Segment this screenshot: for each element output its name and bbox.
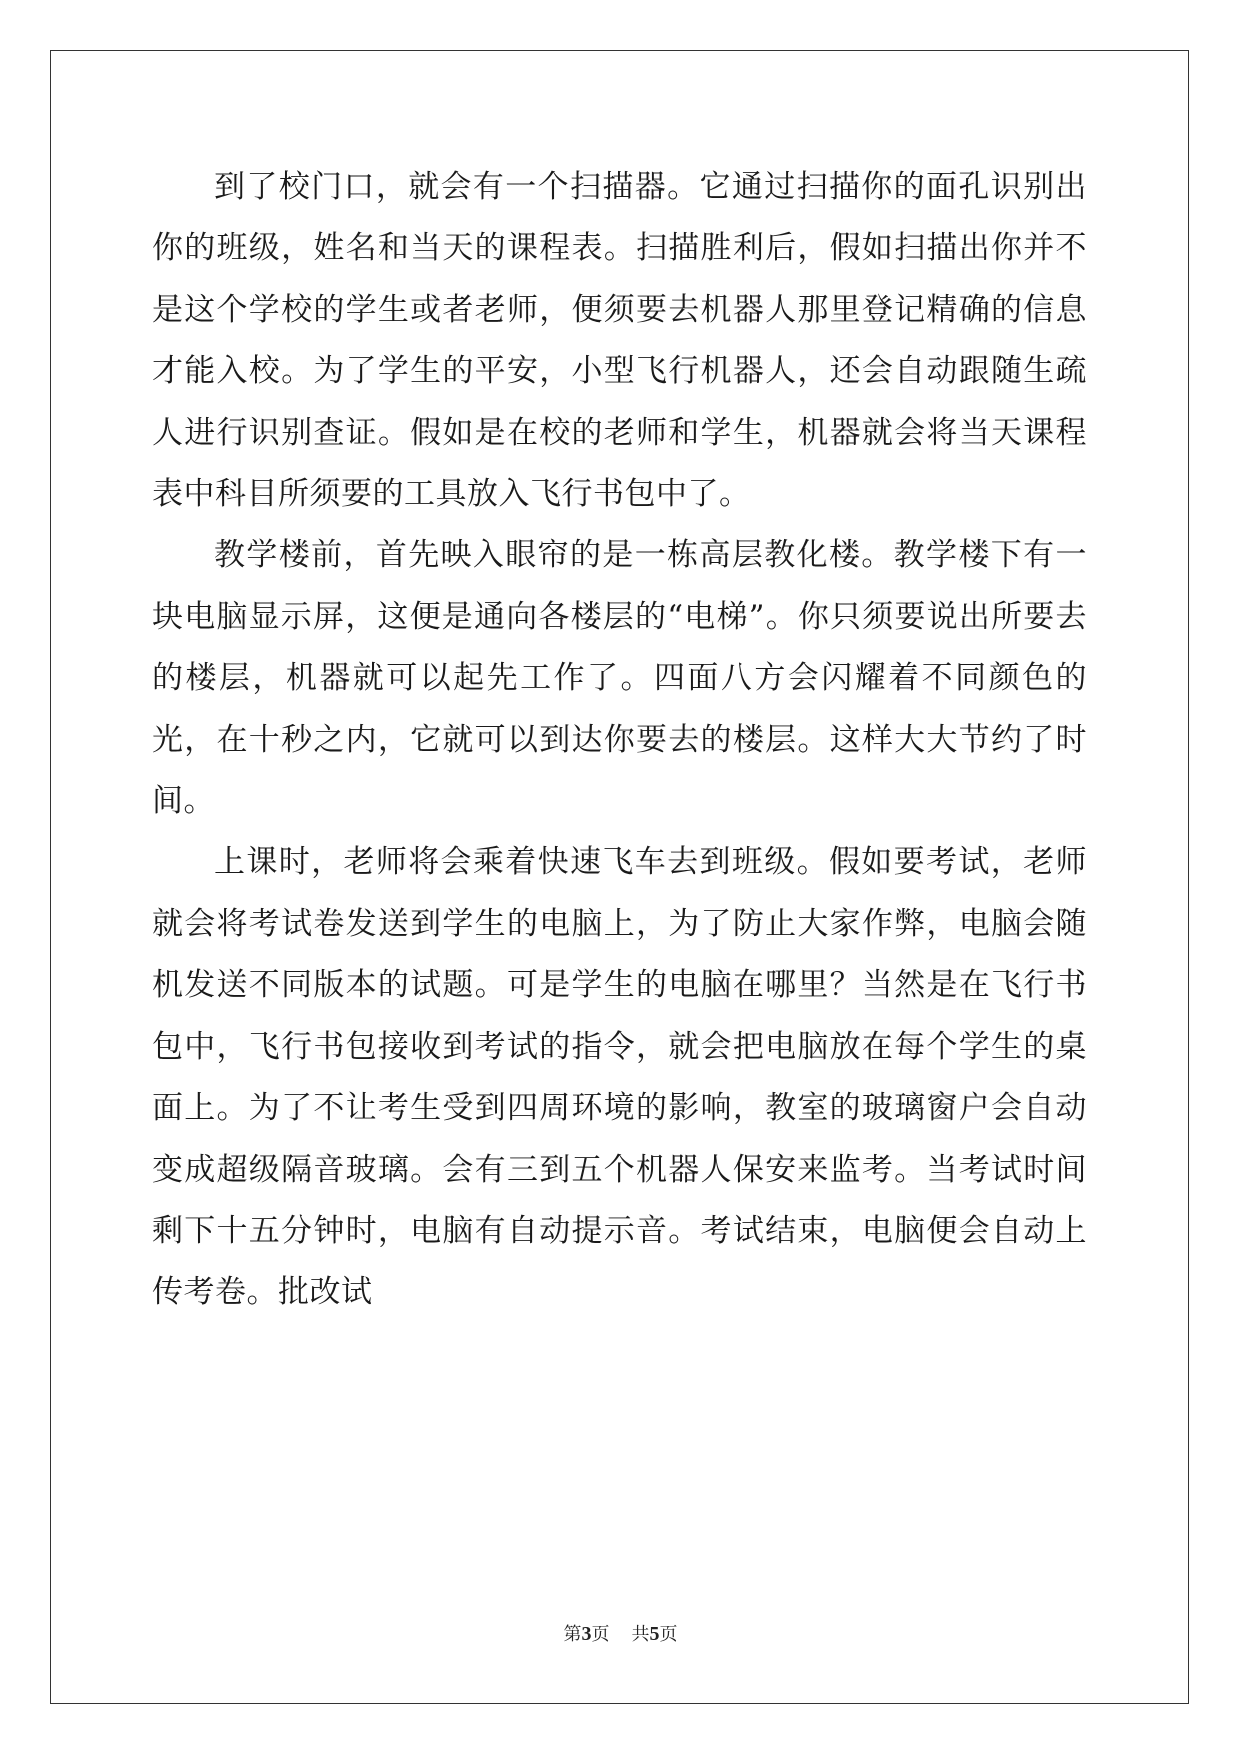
- paragraph-class-exam: 上课时，老师将会乘着快速飞车去到班级。假如要考试，老师就会将考试卷发送到学生的电脑上，为了防止大家作弊，电脑会随机发送不同版本的试题。可是学生的电脑在哪里？当然是在飞行书包中，飞行书包接收到考试的指令，就会把电脑放在每个学生的桌面上。为了不让考生受到四周环境的影响，教室的玻璃窗户会自动变成超级隔音玻璃。会有三到五个机器人保安来监考。当考试时间剩下十五分钟时，电脑有自动提示音。考试结束，电脑便会自动上传考卷。批改试: [152, 844, 1087, 1311]
- paragraph-teaching-building: 教学楼前，首先映入眼帘的是一栋高层教化楼。教学楼下有一块电脑显示屏，这便是通向各楼层的“电梯”。你只须要说出所要去的楼层，机器就可以起先工作了。四面八方会闪耀着不同颜色的光，在十秒之内，它就可以到达你要去的楼层。这样大大节约了时间。: [152, 537, 1087, 820]
- page-footer: [0, 1622, 1241, 1647]
- total-prefix: 共: [631, 1624, 650, 1645]
- page-current: 3: [581, 1623, 592, 1645]
- paragraph-school-gate: 到了校门口，就会有一个扫描器。它通过扫描你的面孔识别出你的班级，姓名和当天的课程表。扫描胜利后，假如扫描出你并不是这个学校的学生或者老师，便须要去机器人那里登记精确的信息才能入校。为了学生的平安，小型飞行机器人，还会自动跟随生疏人进行识别查证。假如是在校的老师和学生，机器就会将当天课程表中科目所须要的工具放入飞行书包中了。: [152, 169, 1087, 513]
- page-suffix: 页: [591, 1624, 610, 1645]
- page-prefix: 第: [563, 1624, 582, 1645]
- page-total: 5: [649, 1623, 660, 1645]
- document-body: [152, 157, 1087, 1324]
- total-suffix: 页: [659, 1624, 678, 1645]
